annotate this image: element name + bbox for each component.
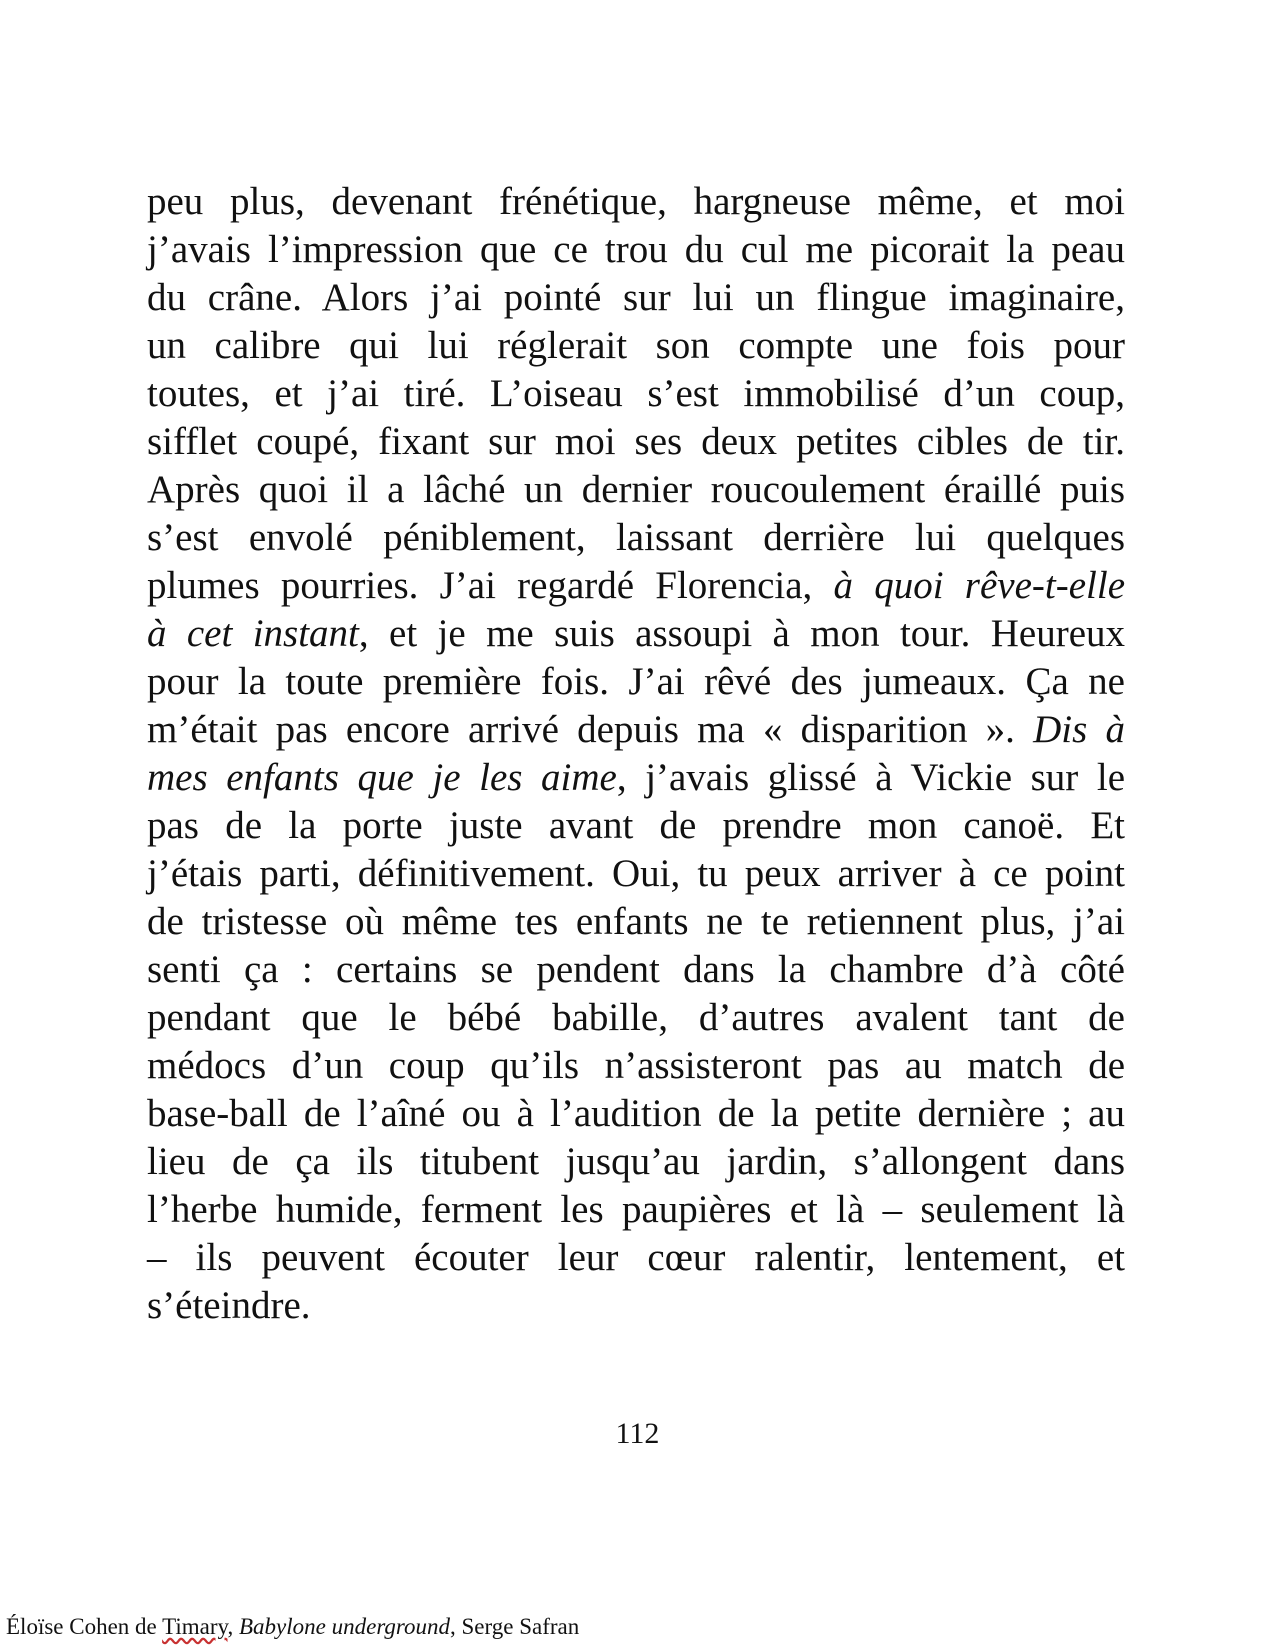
publisher: , Serge Safran: [450, 1614, 580, 1639]
text-line: l’herbe humide, ferment les paupières et là – seulement là: [147, 1188, 1125, 1231]
text-line: un calibre qui lui réglerait son compte une fois pour: [147, 324, 1125, 367]
text-line-last: s’éteindre.: [147, 1284, 311, 1327]
text-line: lieu de ça ils titubent jusqu’au jardin, s’allongent dans: [147, 1140, 1125, 1183]
citation-footer: [6, 1612, 579, 1642]
italic-text: à cet instant: [147, 612, 359, 655]
text-line: j’avais l’impression que ce trou du cul me picorait la peau: [147, 228, 1125, 271]
text-line: toutes, et j’ai tiré. L’oiseau s’est immobilisé d’un coup,: [147, 372, 1125, 415]
text-line: pendant que le bébé babille, d’autres avalent tant de: [147, 996, 1125, 1039]
text-line: s’est envolé péniblement, laissant derrière lui quelques: [147, 516, 1125, 559]
text-line: [147, 562, 1125, 610]
text-line: – ils peuvent écouter leur cœur ralentir, lentement, et: [147, 1236, 1125, 1279]
text-line: senti ça : certains se pendent dans la chambre d’à côté: [147, 948, 1125, 991]
text-line: de tristesse où même tes enfants ne te retiennent plus, j’ai: [147, 900, 1125, 943]
text-segment: m’était pas encore arrivé depuis ma « disparition ».: [147, 708, 1034, 751]
text-line: peu plus, devenant frénétique, hargneuse même, et moi: [147, 180, 1125, 223]
text-line: pas de la porte juste avant de prendre mon canoë. Et: [147, 804, 1125, 847]
author-surname: Timary: [162, 1614, 228, 1639]
text-segment: plumes pourries. J’ai regardé Florencia,: [147, 564, 834, 607]
text-line: [147, 706, 1125, 754]
author-name: Éloïse Cohen de: [6, 1614, 163, 1639]
text-line: sifflet coupé, fixant sur moi ses deux petites cibles de tir.: [147, 420, 1125, 463]
text-line: du crâne. Alors j’ai pointé sur lui un flingue imaginaire,: [147, 276, 1125, 319]
text-line: [147, 610, 1125, 658]
footer-separator: ,: [227, 1614, 239, 1639]
text-segment: , j’avais glissé à Vickie sur le: [616, 756, 1125, 799]
text-line: [147, 754, 1125, 802]
italic-text: Dis à: [1033, 708, 1125, 751]
body-text: [147, 178, 1125, 1330]
text-line: Après quoi il a lâché un dernier roucoulement éraillé puis: [147, 468, 1125, 511]
text-segment: , et je me suis assoupi à mon tour. Heureux: [358, 612, 1126, 655]
text-line: médocs d’un coup qu’ils n’assisteront pas au match de: [147, 1044, 1125, 1087]
book-title: Babylone underground: [239, 1614, 451, 1639]
text-line: pour la toute première fois. J’ai rêvé des jumeaux. Ça ne: [147, 660, 1125, 703]
text-line: base-ball de l’aîné ou à l’audition de la petite dernière ; au: [147, 1092, 1125, 1135]
page-number: 112: [615, 1417, 660, 1450]
text-line: j’étais parti, définitivement. Oui, tu peux arriver à ce point: [147, 852, 1125, 895]
italic-text: à quoi rêve-t-elle: [833, 564, 1126, 607]
italic-text: mes enfants que je les aime: [147, 756, 617, 799]
